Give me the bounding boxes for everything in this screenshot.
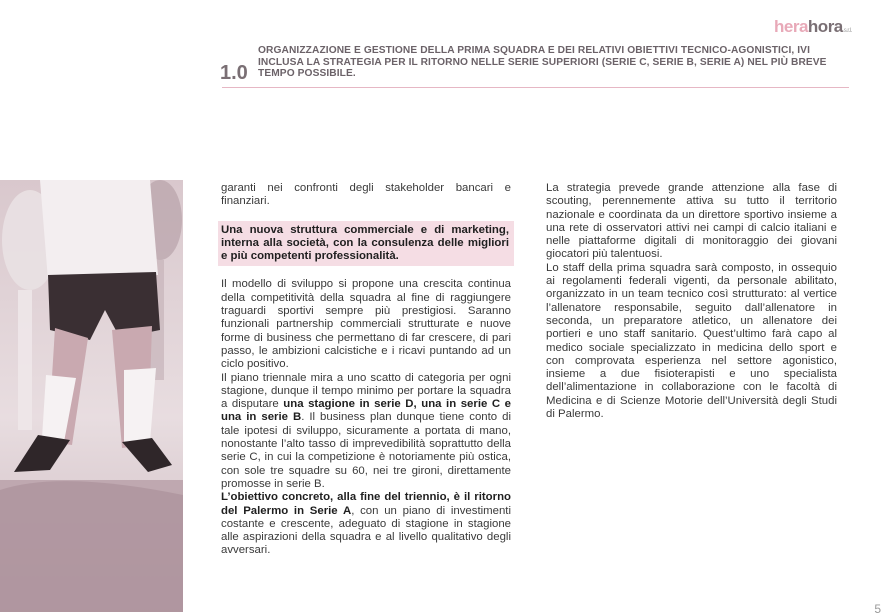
paragraph: La strategia prevede grande attenzione alla fase di scouting, perennemente attiva su tutto il territorio nazionale e coordinata da un direttore sportivo insieme a una rete di osservatori attivi nei campi di calcio italiani e nelle piattaforme digitali di monitoraggio dei giovani giocatori più talentuosi.	[546, 182, 837, 261]
paragraph: Lo staff della prima squadra sarà composto, in ossequio ai regolamenti federali vigenti, da personale abilitato, organizzato in un team tecnico così strutturato: al vertice l’allenatore responsabile, seguito dall’allenatore in seconda, un preparatore atletico, un allenatore dei portieri e uno staff sanitario. Quest’ultimo farà capo al medico sociale specializzato in medicina dello sport e con comprovata esperienza nel settore agonistico, insieme a due fisioterapisti e uno specialista dell’alimentazione in collaborazione con le facoltà di Medicina e di Scienze Motorie dell’Università degli Studi di Palermo.	[546, 261, 837, 421]
text-column-right	[546, 182, 837, 421]
paragraph	[221, 372, 511, 492]
paragraph: garanti nei confronti degli stakeholder bancari e finanziari.	[221, 182, 511, 208]
text-column-left	[221, 182, 511, 558]
brand-logo	[774, 17, 852, 37]
section-title: ORGANIZZAZIONE E GESTIONE DELLA PRIMA SQUADRA E DEI RELATIVI OBIETTIVI TECNICO-AGONISTICI, IVI INCLUSA LA STRATEGIA PER IL RITORNO NELLE SERIE SUPERIORI (SERIE C, SERIE B, SERIE A) NEL PIÙ BREVE TEMPO POSSIBILE.	[258, 45, 827, 80]
paragraph: Il modello di sviluppo si propone una crescita continua della competitività della squadra al fine di raggiungere traguardi sportivi sempre più prestigiosi. Saranno funzionali partnership commerciali strutturate e nuove forme di business che permettano di far crescere, di pari passo, le ambizioni calcistiche e i ricavi puntando ad un ciclo positivo.	[221, 278, 511, 371]
text-run: . Il business plan dunque tiene conto di tale ipotesi di sviluppo, sicuramente a portata di mano, nonostante l’alto tasso di imprevedibilità soprattutto della serie C, in cui la competizione è notoriamente più ostica, con sole tre squadre su 60, nei tre gironi, direttamente promosse in serie B.	[221, 411, 511, 490]
highlight-box: Una nuova struttura commerciale e di marketing, interna alla società, con la consulenza delle migliori e più competenti professionalità.	[218, 221, 514, 267]
logo-part-hora: hora	[807, 17, 843, 36]
logo-part-hera: hera	[774, 17, 808, 36]
bold-text-run: una stagione in serie D, una in serie C e una in serie B	[221, 398, 511, 424]
text-run: , con un piano di investimenti costante e crescente, adeguato di stagione in stagione alle aspirazioni della squadra e al livello qualitativo degli avversari.	[221, 504, 511, 557]
bold-text-run: L’obiettivo concreto, alla fine del triennio, è il ritorno del Palermo in Serie A	[221, 491, 511, 517]
logo-suffix: s.r.l.	[843, 28, 852, 34]
soccer-player-photo	[0, 180, 183, 612]
text-run: Il piano triennale mira a uno scatto di categoria per ogni stagione, dunque il tempo minimo per portare la squadra a disputare	[221, 371, 511, 411]
page-number: 5	[874, 602, 881, 616]
paragraph	[221, 491, 511, 557]
header-divider	[222, 87, 849, 88]
section-number: 1.0	[220, 62, 248, 84]
